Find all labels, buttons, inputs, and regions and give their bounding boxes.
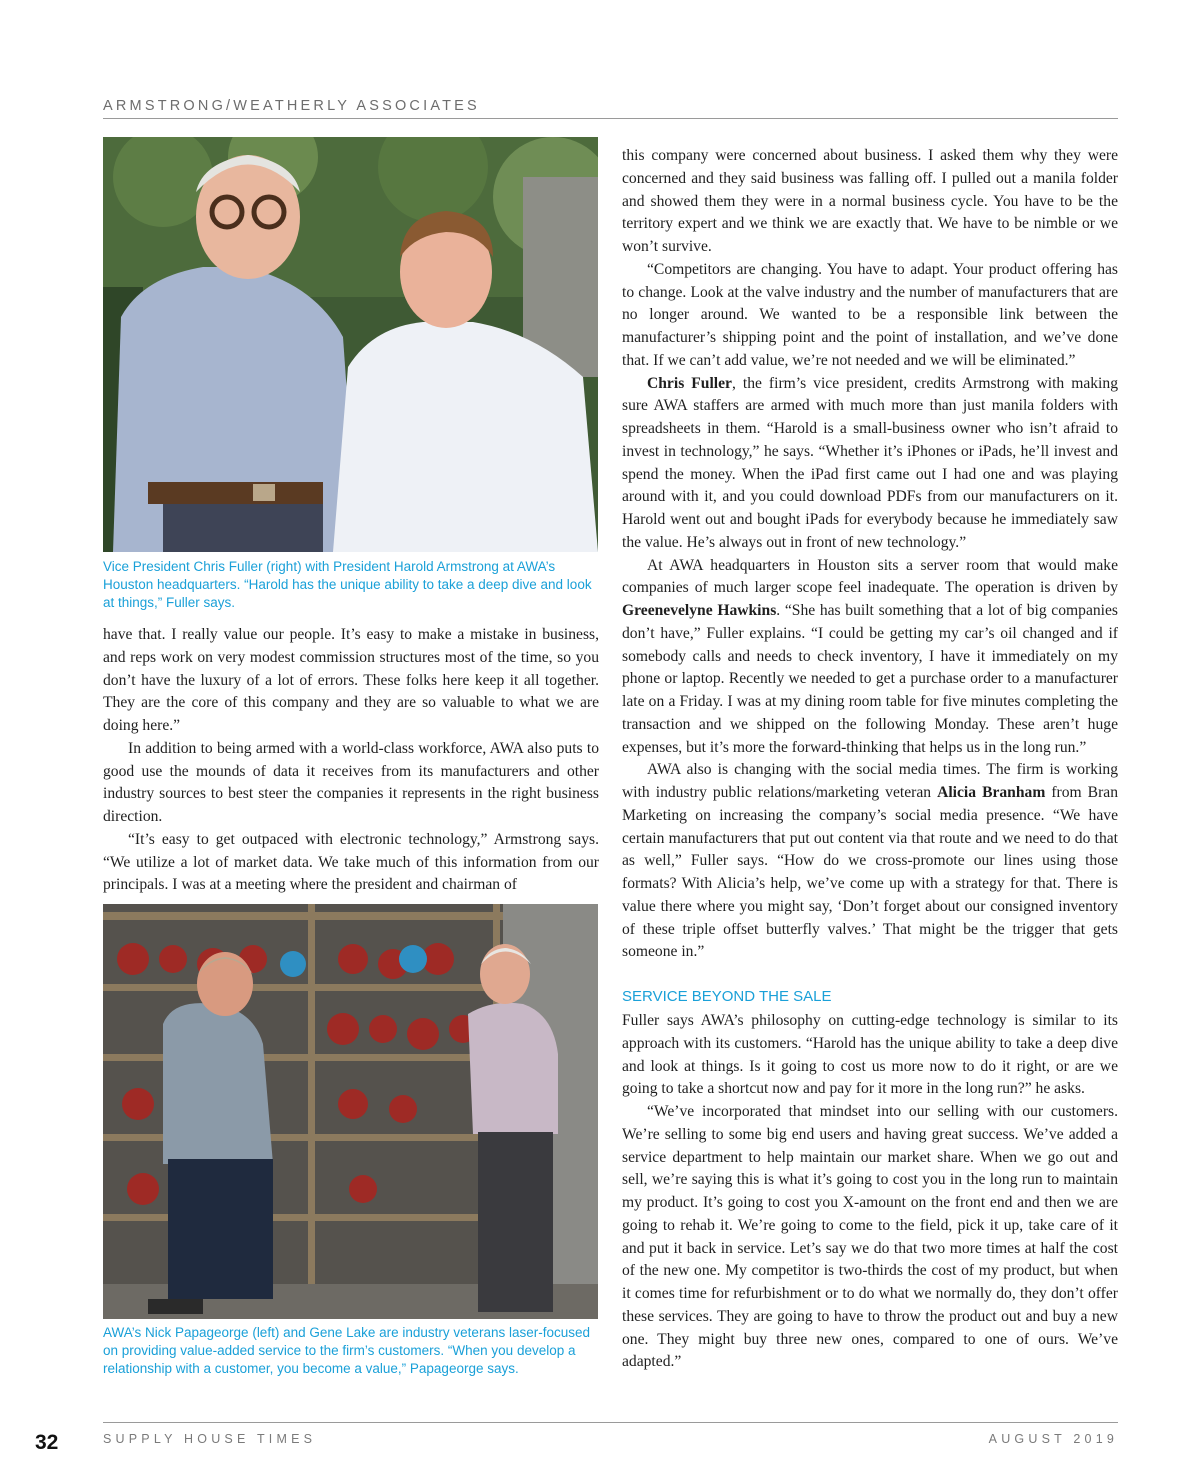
caption-bottom-photo: AWA’s Nick Papageorge (left) and Gene Lake are industry veterans laser-focused on providing value-added service to the firm’s customers. “When you develop a relationship with a customer, you become a value,” Papageorge says. — [103, 1325, 590, 1376]
right-paragraph-5-text-b: from Bran Marketing on increasing the company’s social media presence. “We have certain manufacturers that put out content via that route and we need to do that as well,” Fuller says. “How do we cross-promote our lines using those formats? With Alicia’s help, we’ve come up with a strategy for that. There is value there where you might say, ‘Don’t forget about our consigned inventory of these triple offset butterfly valves.’ That might be the trigger that gets someone in.” — [622, 784, 1118, 961]
page-number: 32 — [35, 1431, 59, 1454]
right-paragraph-3 — [622, 373, 1118, 555]
footer-rule — [103, 1422, 1118, 1423]
right-paragraph-1: this company were concerned about business. I asked them why they were concerned and they said business was falling off. I pulled out a manila folder and showed them they were in a normal business cycle. You have to be the territory expert and we think we are exactly that. We have to be nimble or we won’t survive. — [622, 147, 1118, 255]
section-title: ARMSTRONG/WEATHERLY ASSOCIATES — [103, 98, 480, 114]
right-paragraph-6: Fuller says AWA’s philosophy on cutting-edge technology is similar to its approach with its customers. “Harold has the unique ability to take a deep dive and look at things. Is it going to cost us more now to do it right, or are we going to take a shortcut now and pay for it more in the long run?” he asks. — [622, 1012, 1118, 1098]
left-paragraph-1: have that. I really value our people. It’s easy to make a mistake in business, and reps work on very modest commission structures most of the time, so you don’t have the luxury of a lot of errors. These folks here keep it all together. They are the core of this company and they are so valuable to what we are doing here.” — [103, 626, 599, 734]
right-paragraph-4 — [622, 555, 1118, 760]
right-paragraph-3-text: , the firm’s vice president, credits Armstrong with making sure AWA staffers are armed with much more than just manila folders with spreadsheets in them. “Harold is a small-business owner who isn’t afraid to invest in technology,” he says. “Whether it’s iPhones or iPads, he’ll invest and spend the money. When the iPad first came out I had one and was playing around with it, and you could download PDFs from our manufacturers on it. Harold went out and bought iPads for everybody because he immediately saw the value. He’s always out in front of new technology.” — [622, 374, 1118, 551]
photo-papageorge-lake — [103, 904, 598, 1319]
publication-name: SUPPLY HOUSE TIMES — [103, 1432, 317, 1446]
name-alicia-branham: Alicia Branham — [937, 784, 1046, 801]
subhead-service-beyond-the-sale: SERVICE BEYOND THE SALE — [622, 988, 832, 1005]
photo-fuller-armstrong-image — [103, 137, 598, 552]
right-paragraph-2: “Competitors are changing. You have to adapt. Your product offering has to change. Look at the valve industry and the number of manufacturers that are no longer around. We wanted to be a responsible link between the manufacturer’s shipping point and the point of installation, and we’ve done that. If we can’t add value, we’re not needed and we will be eliminated.” — [622, 260, 1118, 369]
right-paragraph-5 — [622, 759, 1118, 964]
caption-top-photo: Vice President Chris Fuller (right) with President Harold Armstrong at AWA’s Houston headquarters. “Harold has the unique ability to take a deep dive and look at things,” Fuller says. — [103, 559, 592, 610]
name-chris-fuller: Chris Fuller — [647, 374, 732, 392]
page-footer — [0, 1426, 1200, 1456]
section-header — [103, 96, 1118, 119]
left-paragraph-2: In addition to being armed with a world-class workforce, AWA also puts to good use the mounds of data it receives from its manufacturers and other industry sources to best steer the companies it represents in the right business direction. — [103, 739, 599, 825]
photo-papageorge-lake-image — [103, 904, 598, 1319]
name-greenevelyne-hawkins: Greenevelyne Hawkins — [622, 602, 777, 619]
photo-fuller-armstrong — [103, 137, 598, 552]
right-paragraph-4-text-b: . “She has built something that a lot of big companies don’t have,” Fuller explains. “I could be getting my car’s oil changed and if somebody calls and needs to check inventory, I have it immediately on my phone or laptop. Recently we needed to get a purchase order to a manufacturer late on a Friday. I was at my dining room table for five minutes completing the transaction and we shipped on the following Monday. These aren’t huge expenses, but it’s more the forward-thinking that helps us in the long run.” — [622, 602, 1118, 756]
left-column — [103, 624, 599, 897]
right-paragraph-5-text-a: AWA also is changing with the social media times. The firm is working with industry public relations/marketing veteran — [622, 761, 1118, 801]
right-paragraph-4-text-a: At AWA headquarters in Houston sits a server room that would make companies of much larger scope feel inadequate. The operation is driven by — [622, 556, 1118, 597]
issue-date: AUGUST 2019 — [988, 1432, 1118, 1446]
right-column — [622, 145, 1118, 1374]
left-paragraph-3: “It’s easy to get outpaced with electronic technology,” Armstrong says. “We utilize a lot of market data. We take much of this information from our principals. I was at a meeting where the president and chairman of — [103, 830, 599, 894]
right-paragraph-7: “We’ve incorporated that mindset into our selling with our customers. We’re selling to some big end users and having great success. We’ve added a service department to help maintain our market share. When we go out and sell, we’re saying this is what it’s going to cost you in the long run to maintain my product. It’s going to cost you X-amount on the front end and then we are going to rehab it. We’re going to come to the field, pick it up, take care of it and put it back in service. Let’s say we do that two more times at half the cost of the new one. My competitor is two-thirds the cost of my product, but when it comes time for refurbishment or to do what we normally do, they don’t offer these services. They are going to have to throw the product out and buy a new one. They might buy three new ones, compared to one of ours. We’ve adapted.” — [622, 1103, 1118, 1371]
